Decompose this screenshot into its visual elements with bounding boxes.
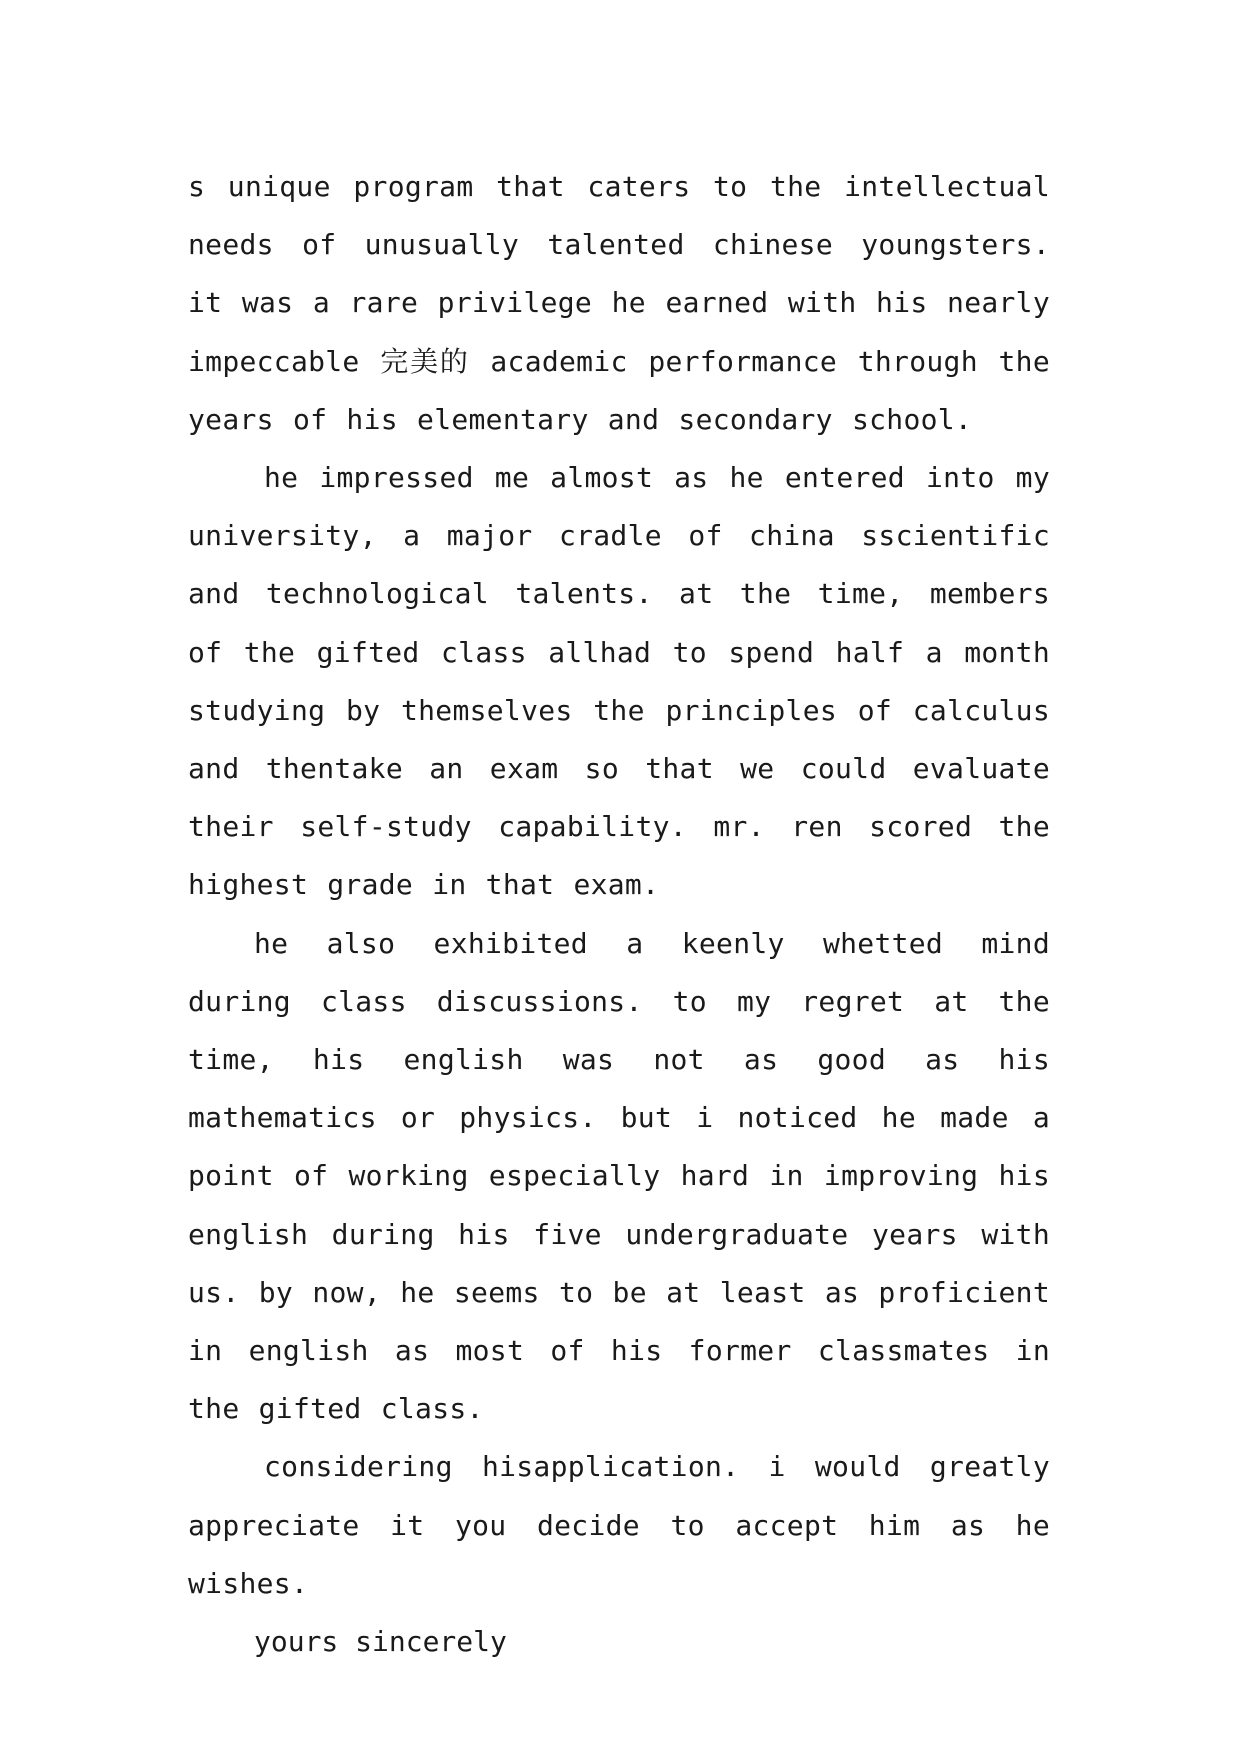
paragraph-first-impression: he impressed me almost as he entered into my university, a major cradle of china sscientific and technological talents. at the time, members of the gifted class allhad to spend half a month studying by themselves the principles of calculus and thentake an exam so that we could evaluate their self-study capability. mr. ren scored the highest grade in that exam. (188, 461, 1050, 902)
closing-salutation: yours sincerely (254, 1625, 507, 1659)
letter-body (188, 158, 1050, 1671)
paragraph-class-discussions: he also exhibited a keenly whetted mind during class discussions. to my regret at the time, his english was not as good as his mathematics or physics. but i noticed he made a point of working especially hard in improving his english during his five undergraduate years with us. by now, he seems to be at least as proficient in english as most of his former classmates in the gifted class. (188, 926, 1050, 1426)
paragraph-program-description: s unique program that caters to the intellectual needs of unusually talented chinese youngsters. it was a rare privilege he earned with his nearly impeccable 完美的 academic performance through the years of his elementary and secondary school. (188, 170, 1050, 436)
paragraph-recommendation: considering hisapplication. i would greatly appreciate it you decide to accept him as he wishes. (188, 1450, 1050, 1600)
